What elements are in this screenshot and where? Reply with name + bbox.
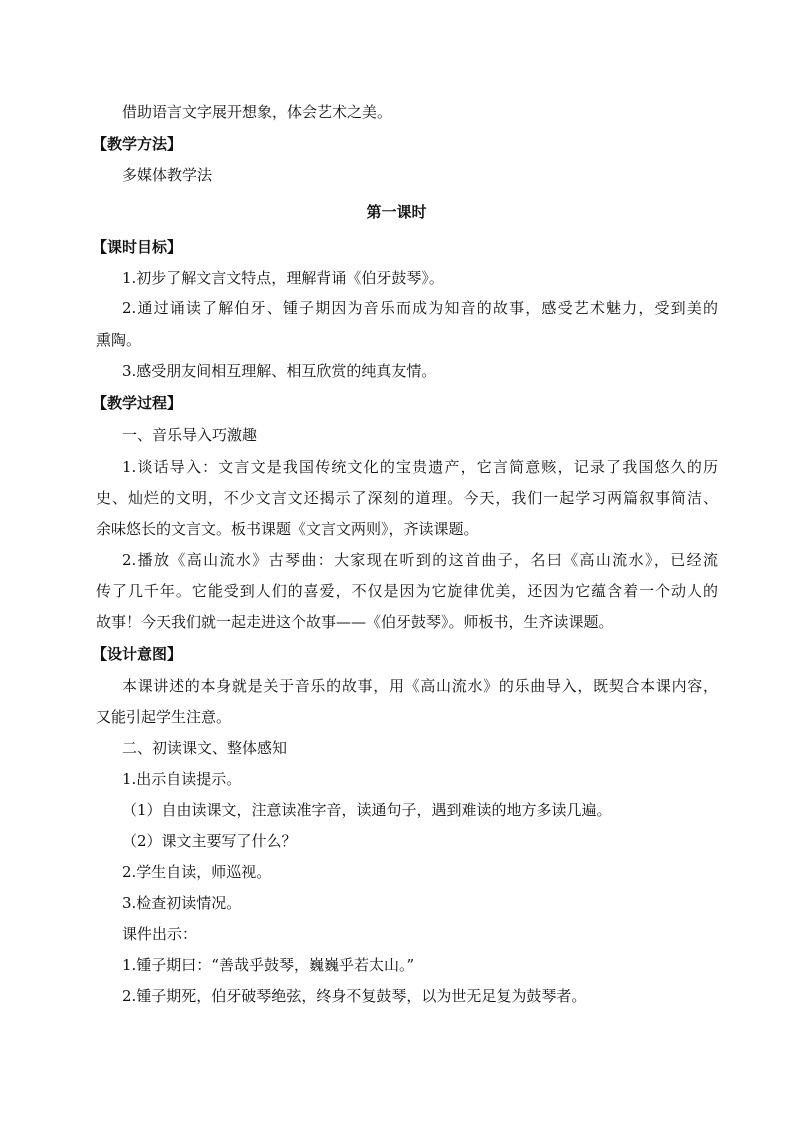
list-item: 课件出示： (122, 925, 198, 943)
lesson-title: 第一课时 (366, 203, 427, 221)
goal-item: 2.通过诵读了解伯牙、锺子期因为音乐而成为知音的故事，感受艺术魅力，受到美的 (122, 299, 718, 317)
paragraph-line: 史、灿烂的文明，不少文言文还揭示了深刻的道理。今天，我们一起学习两篇叙事简洁、 (96, 489, 718, 507)
paragraph-line: 借助语言文字展开想象，体会艺术之美。 (122, 103, 393, 121)
paragraph-line: 本课讲述的本身就是关于音乐的故事，用《高山流水》的乐曲导入，既契合本课内容， (122, 677, 718, 695)
paragraph-line: 2.播放《高山流水》古琴曲：大家现在听到的这首曲子，名曰《高山流水》，已经流 (122, 551, 718, 569)
list-item: 3.检查初读情况。 (122, 894, 242, 912)
paragraph-line: 故事！今天我们就一起走进这个故事——《伯牙鼓琴》。师板书，生齐读课题。 (96, 613, 614, 631)
section-heading-teaching-method: 【教学方法】 (92, 135, 183, 153)
list-item: 2.学生自读，师巡视。 (122, 863, 272, 881)
list-item: 1.出示自读提示。 (122, 770, 242, 788)
paragraph-line: 1.谈话导入：文言文是我国传统文化的宝贵遗产，它言简意赅，记录了我国悠久的历 (122, 458, 718, 476)
paragraph-line: 又能引起学生注意。 (96, 708, 232, 726)
paragraph-line: 传了几千年。它能受到人们的喜爱，不仅是因为它旋律优美，还因为它蕴含着一个动人的 (96, 582, 718, 600)
section-heading-teaching-process: 【教学过程】 (92, 394, 183, 412)
list-item: （1）自由读课文，注意读准字音，读通句子，遇到难读的地方多读几遍。 (122, 801, 612, 819)
goal-item: 3.感受朋友间相互理解、相互欣赏的纯真友情。 (122, 362, 437, 380)
list-item: 1.锺子期曰：“善哉乎鼓琴，巍巍乎若太山。” (122, 956, 415, 974)
section-heading-design-intent: 【设计意图】 (92, 645, 183, 663)
subsection-heading: 二、初读课文、整体感知 (122, 739, 288, 757)
paragraph-line: 多媒体教学法 (122, 166, 213, 184)
goal-item-continued: 熏陶。 (96, 331, 142, 349)
list-item: 2.锺子期死，伯牙破琴绝弦，终身不复鼓琴，以为世无足复为鼓琴者。 (122, 987, 587, 1005)
subsection-heading: 一、音乐导入巧激趣 (122, 426, 258, 444)
goal-item: 1.初步了解文言文特点，理解背诵《伯牙鼓琴》。 (122, 269, 444, 287)
paragraph-line: 余味悠长的文言文。板书课题《文言文两则》，齐读课题。 (96, 520, 479, 538)
list-item: （2）课文主要写了什么？ (122, 832, 297, 850)
section-heading-lesson-goals: 【课时目标】 (92, 238, 183, 256)
